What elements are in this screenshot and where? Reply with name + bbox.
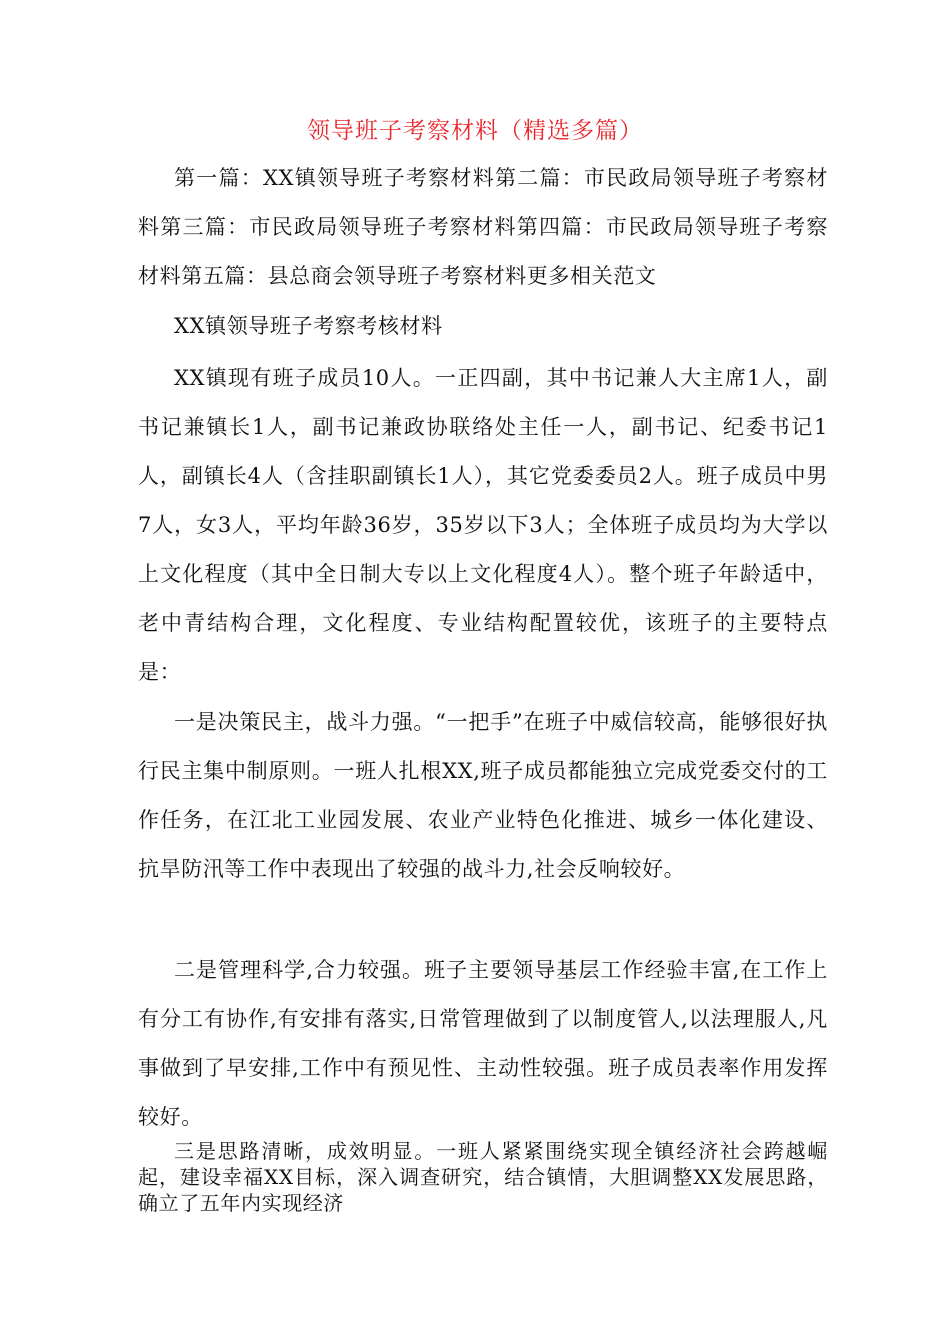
document-title: 领导班子考察材料（精选多篇） <box>307 118 643 144</box>
paragraph-section-heading: XX镇领导班子考察考核材料 <box>174 314 443 338</box>
paragraph-point-three: 三是思路清晰，成效明显。一班人紧紧围绕实现全镇经济社会跨越崛起，建设幸福XX目标，深入调查研究，结合镇情，大胆调整XX发展思路，确立了五年内实现经济 <box>138 1139 828 1215</box>
paragraph-point-one: 一是决策民主，战斗力强。“一把手”在班子中威信较高，能够很好执行民主集中制原则。一班人扎根XX,班子成员都能独立完成党委交付的工作任务，在江北工业园发展、农业产业特色化推进、城乡一体化建设、抗旱防汛等工作中表现出了较强的战斗力,社会反响较好。 <box>138 710 828 881</box>
paragraph-contents-list: 第一篇：XX镇领导班子考察材料第二篇：市民政局领导班子考察材料第三篇：市民政局领导班子考察材料第四篇：市民政局领导班子考察材料第五篇：县总商会领导班子考察材料更多相关范文 <box>138 166 828 288</box>
paragraph-team-overview: XX镇现有班子成员10人。一正四副，其中书记兼人大主席1人，副书记兼镇长1人，副书记兼政协联络处主任一人，副书记、纪委书记1人，副镇长4人（含挂职副镇长1人），其它党委委员2人。班子成员中男7人，女3人，平均年龄36岁，35岁以下3人；全体班子成员均为大学以上文化程度（其中全日制大专以上文化程度4人）。整个班子年龄适中，老中青结构合理，文化程度、专业结构配置较优，该班子的主要特点是： <box>138 366 828 684</box>
paragraph-point-two: 二是管理科学,合力较强。班子主要领导基层工作经验丰富,在工作上有分工有协作,有安排有落实,日常管理做到了以制度管人,以法理服人,凡事做到了早安排,工作中有预见性、主动性较强。班子成员表率作用发挥较好。 <box>138 958 828 1129</box>
